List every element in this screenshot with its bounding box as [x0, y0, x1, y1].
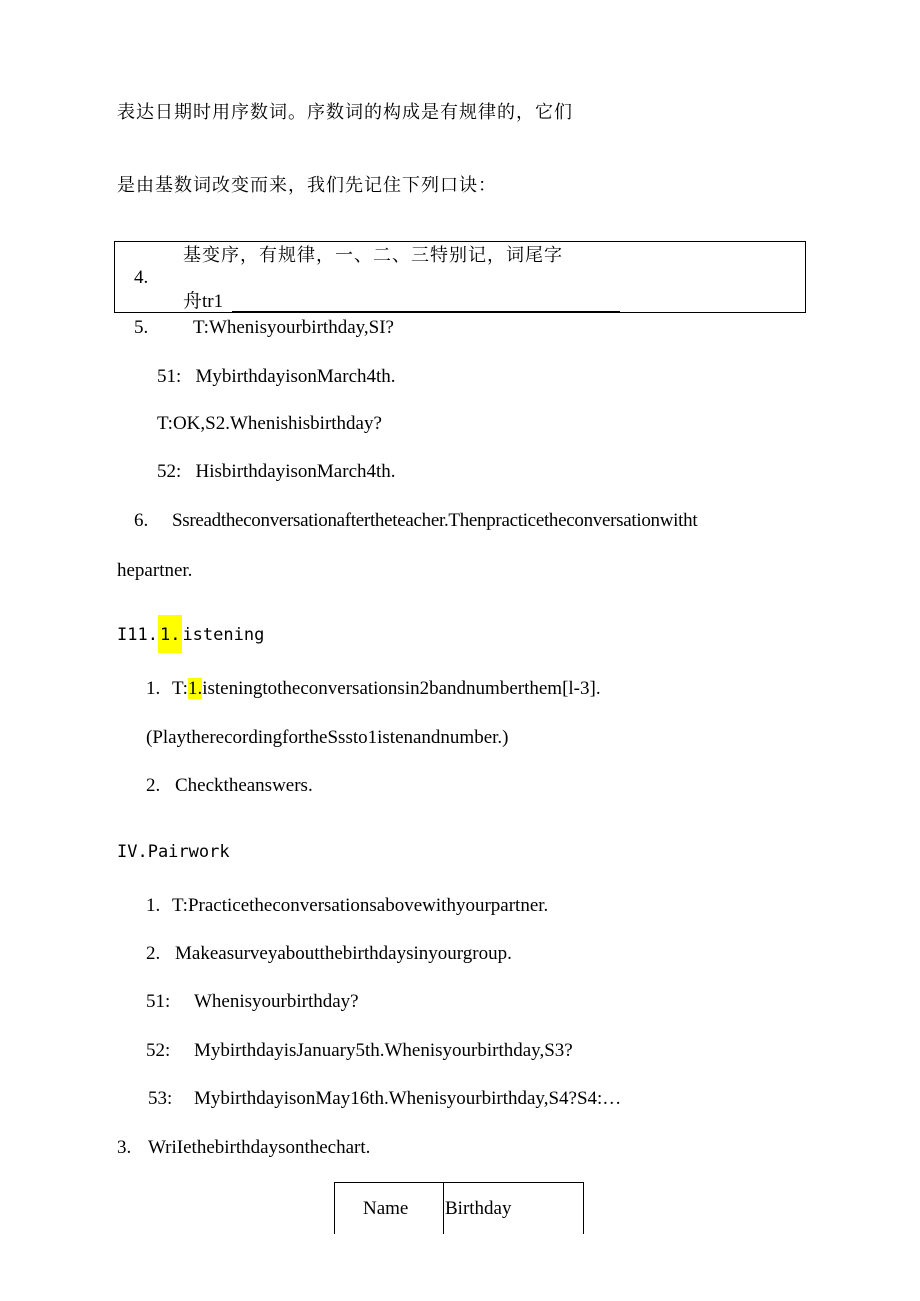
survey-text: MybirthdayisonMay16th.Whenisyourbirthday,S4?S4:… [194, 1088, 622, 1109]
survey-text: MybirthdayisJanuary5th.Whenisyourbirthday,S3? [194, 1040, 573, 1061]
section4-item3-number: 3. [117, 1137, 132, 1158]
survey-text: Whenisyourbirthday? [194, 991, 359, 1012]
step6-line-1: Ssreadtheconversationaftertheteacher.Thenpracticetheconversationwitht [172, 510, 698, 531]
section3-item2-number: 2. [146, 775, 161, 796]
birthday-chart-column-divider [443, 1182, 444, 1234]
intro-line-1: 表达日期时用序数词。序数词的构成是有规律的，它们 [117, 102, 573, 123]
section4-item-number: 1. [146, 895, 161, 916]
section3-item1-number: 1. [146, 678, 161, 699]
section3-heading [117, 627, 264, 644]
intro-line-2: 是由基数词改变而来，我们先记住下列口诀： [117, 175, 497, 196]
fill-in-underline [232, 311, 620, 312]
section3-heading-highlight: 1. [158, 615, 182, 653]
survey-label: 52: [146, 1040, 171, 1061]
survey-label: 51: [146, 991, 171, 1012]
survey-label: 53: [148, 1088, 173, 1109]
section4-item-number: 2. [146, 943, 161, 964]
section3-item2-text: Checktheanswers. [175, 775, 313, 796]
rule-box-number: 4. [134, 267, 149, 288]
section3-item1-speaker: T: [172, 678, 188, 699]
section4-item-text: Makeasurveyaboutthebirthdaysinyourgroup. [175, 943, 512, 964]
section4-item-text: T:Practicetheconversationsabovewithyourpartner. [172, 895, 549, 916]
step6-number: 6. [134, 510, 149, 531]
table-header-name: Name [363, 1198, 409, 1219]
section4-item3-text: WriIethebirthdaysonthechart. [148, 1137, 371, 1158]
section3-heading-number: I11. [117, 625, 158, 645]
section3-heading-text: istening [182, 625, 265, 645]
step6-line-2: hepartner. [117, 560, 193, 581]
dialogue-line: 51: MybirthdayisonMarch4th. [157, 366, 396, 387]
section3-item1-highlight: 1. [187, 678, 203, 699]
dialogue-line: T:OK,S2.Whenishisbirthday? [157, 413, 382, 434]
section3-item1 [172, 679, 601, 698]
dialogue-line: 52: HisbirthdayisonMarch4th. [157, 461, 396, 482]
dialogue-line: T:Whenisyourbirthday,SI? [193, 317, 394, 338]
rule-box-line-2: 舟tr1 [183, 291, 224, 312]
section3-item1-text: isteningtotheconversationsin2bandnumberthem[l-3]. [202, 678, 601, 699]
dialogue-number: 5. [134, 317, 149, 338]
section3-item1-note: (PlaytherecordingfortheSssto1istenandnumber.) [146, 727, 509, 748]
rule-box-line-1: 基变序，有规律，一、二、三特别记，词尾字 [183, 245, 563, 266]
table-header-birthday: Birthday [445, 1198, 512, 1219]
section4-heading: IV.Pairwork [117, 842, 230, 862]
